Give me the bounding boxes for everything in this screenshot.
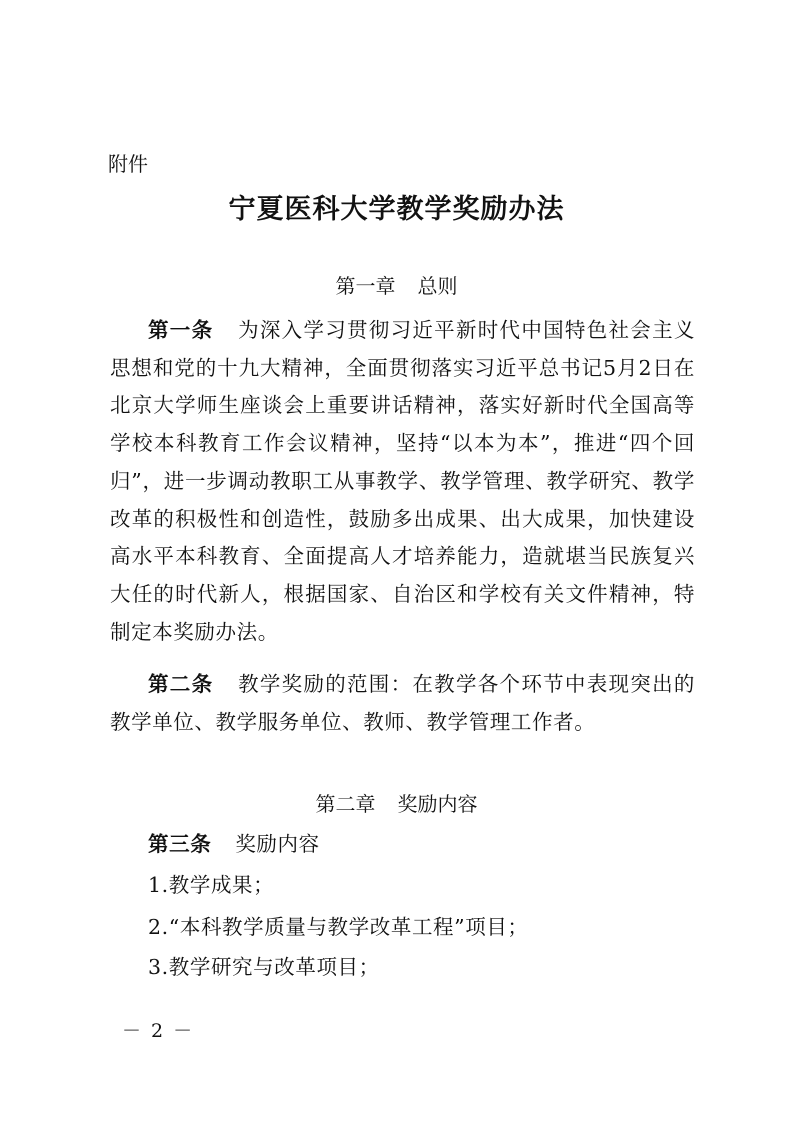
chapter-number: 第二章 xyxy=(315,792,376,816)
article-label: 第二条 xyxy=(148,672,214,696)
chapter-number: 第一章 xyxy=(335,274,396,298)
article-label: 第一条 xyxy=(148,318,214,342)
article-label: 第三条 xyxy=(148,832,212,856)
list-item: 1.教学成果； xyxy=(148,873,275,897)
article-text: 教学奖励的范围：在教学各个环节中表现突出的教学单位、教学服务单位、教师、教学管理工作者。 xyxy=(110,672,695,734)
chapter-name: 总则 xyxy=(417,274,458,298)
chapter-heading-1 xyxy=(0,272,793,300)
article-2-paragraph xyxy=(110,666,695,741)
article-text: 为深入学习贯彻习近平新时代中国特色社会主义思想和党的十九大精神，全面贯彻落实习近平总书记5月2日在北京大学师生座谈会上重要讲话精神，落实好新时代全国高等学校本科教育工作会议精神，坚持“以本为本”，推进“四个回归”，进一步调动教职工从事教学、教学管理、教学研究、教学改革的积极性和创造性，鼓励多出成果、出大成果，加快建设高水平本科教育、全面提高人才培养能力，造就堪当民族复兴大任的时代新人，根据国家、自治区和学校有关文件精神，特制定本奖励办法。 xyxy=(110,318,695,644)
chapter-name: 奖励内容 xyxy=(397,792,478,816)
list-item: 2.“本科教学质量与教学改革工程”项目； xyxy=(148,915,529,939)
document-title: 宁夏医科大学教学奖励办法 xyxy=(228,194,565,225)
attachment-label: 附件 xyxy=(108,152,148,176)
article-3-heading xyxy=(148,829,320,859)
chapter-heading-2 xyxy=(0,790,793,818)
article-text: 奖励内容 xyxy=(235,832,320,856)
article-1-paragraph xyxy=(110,312,695,651)
page-number: － 2 － xyxy=(122,1020,195,1042)
list-item: 3.教学研究与改革项目； xyxy=(148,955,380,979)
